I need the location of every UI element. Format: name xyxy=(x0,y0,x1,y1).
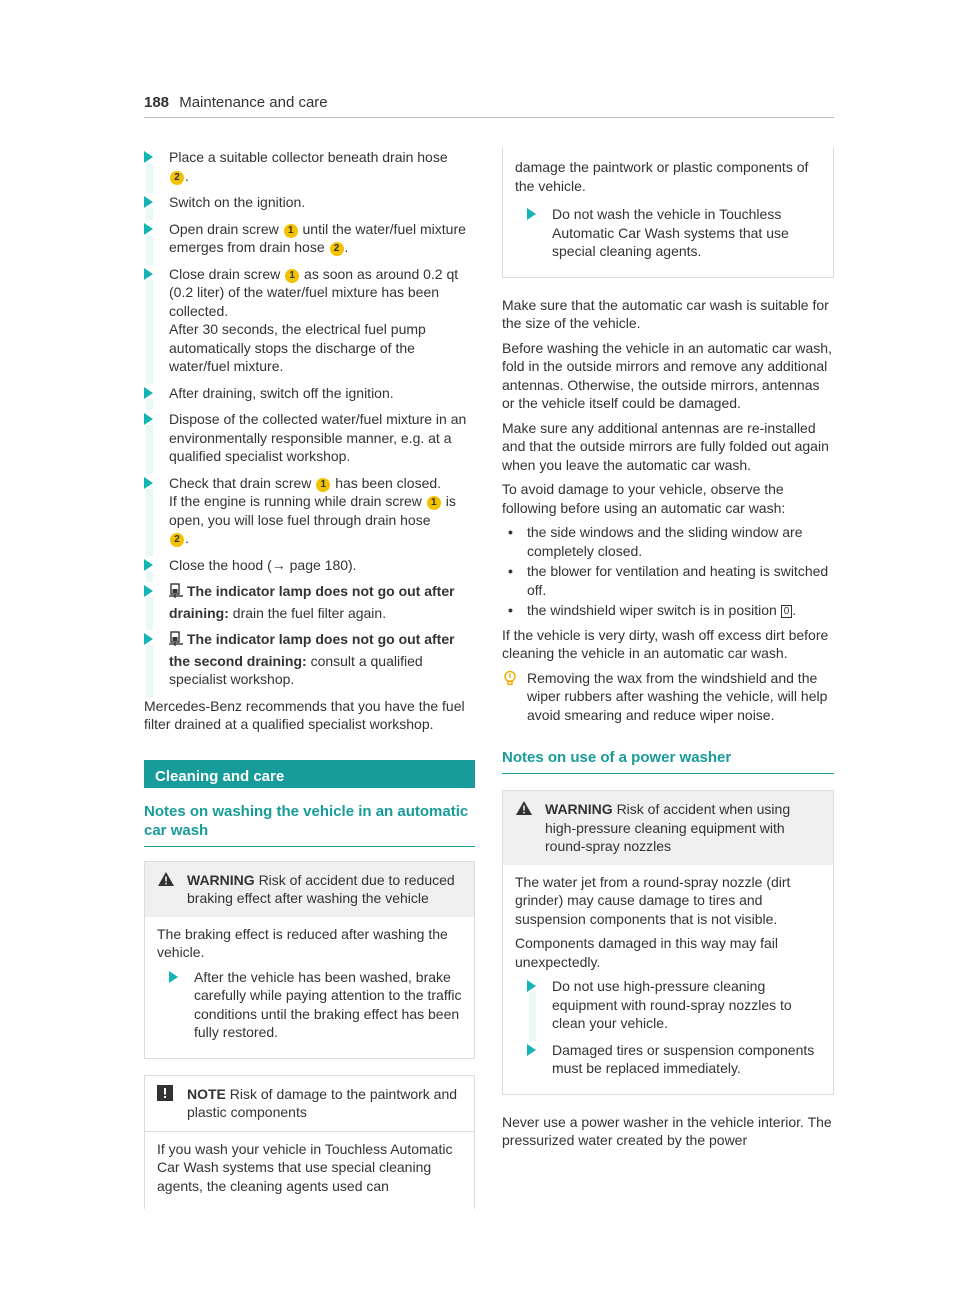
step-text-end: . xyxy=(185,530,189,546)
step-check-drain-screw xyxy=(144,474,475,548)
list-item-end: . xyxy=(792,602,797,618)
paragraph-interior: Never use a power washer in the vehicle interior. The pressurized water created by the power xyxy=(502,1113,832,1148)
warning-step xyxy=(527,1041,821,1078)
tip-wax xyxy=(502,669,834,725)
step-text: Close drain screw xyxy=(169,265,281,282)
step-arrow-icon xyxy=(527,208,536,220)
step-text: Place a suitable collector beneath drain hose xyxy=(169,149,448,165)
page-header xyxy=(144,94,834,118)
warning-title: Risk of accident due to reduced braking effect after washing the vehicle xyxy=(187,871,455,906)
note-box-continued xyxy=(502,148,834,278)
step-arrow-icon xyxy=(144,585,153,597)
callout-2-icon: 2 xyxy=(330,242,344,256)
step-text: Do not use high-pressure cleaning equipment with round-spray nozzles to clean your vehicle. xyxy=(552,978,792,1031)
step-text: has been closed. xyxy=(335,474,442,491)
list-item: • the side windows and the sliding window are completely closed. xyxy=(502,523,834,560)
list-item: • the blower for ventilation and heating is switched off. xyxy=(502,562,834,599)
page-number: 188 xyxy=(144,94,170,111)
precaution-list xyxy=(502,523,834,620)
step-open-drain-screw xyxy=(144,220,475,257)
paragraph-avoid-damage: To avoid damage to your vehicle, observe the following before using an automatic car wash: xyxy=(502,481,786,516)
recommend-paragraph: Mercedes-Benz recommends that you have the fuel filter drained at a qualified specialist workshop. xyxy=(144,697,465,732)
callout-1-icon: 1 xyxy=(284,224,298,238)
fuel-filter-water-icon xyxy=(169,631,183,652)
callout-1-icon: 1 xyxy=(316,478,330,492)
step-text: consult a qualified specialist workshop. xyxy=(169,652,423,687)
step-text: Open drain screw xyxy=(169,220,279,237)
callout-1-icon: 1 xyxy=(285,269,299,283)
step-arrow-icon xyxy=(144,633,153,645)
paragraph-reinstall: Make sure any additional antennas are re-installed and that the outside mirrors are fully folded out again when you leave the automatic car wash. xyxy=(502,419,829,473)
note-exclamation-icon xyxy=(157,1085,173,1106)
note-box-paintwork xyxy=(144,1075,475,1210)
callout-2-icon: 2 xyxy=(170,171,184,185)
right-column xyxy=(502,148,834,1156)
section-banner: Cleaning and care xyxy=(144,760,475,788)
warning-box-braking xyxy=(144,861,475,1059)
warning-body: Components damaged in this way may fail unexpectedly. xyxy=(515,935,779,970)
step-arrow-icon xyxy=(169,971,178,983)
paragraph-mirrors: Before washing the vehicle in an automatic car wash, fold in the outside mirrors and remove any additional antennas. Otherwise, the outside mirrors, antennas or the vehicle itself could be damaged. xyxy=(502,339,832,411)
warning-body: The water jet from a round-spray nozzle (dirt grinder) may cause damage to tires and suspension components that is not visible. xyxy=(515,873,791,927)
step-dispose-mixture xyxy=(144,410,475,466)
warning-label: WARNING xyxy=(187,871,255,888)
step-text: Close the hood (→ page 180). xyxy=(169,556,357,573)
step-condition: The indicator lamp does not go out after the second draining: xyxy=(169,631,455,669)
note-body: If you wash your vehicle in Touchless Automatic Car Wash systems that use special cleaning agents, the cleaning agents used can xyxy=(157,1140,453,1194)
tip-lightbulb-icon xyxy=(502,670,518,691)
step-text-end: . xyxy=(344,239,349,255)
step-text: drain the fuel filter again. xyxy=(232,604,387,621)
note-step xyxy=(527,205,821,261)
callout-2-icon: 2 xyxy=(170,533,184,547)
tip-text: Removing the wax from the windshield and the wiper rubbers after washing the vehicle, will help avoid smearing and reduce wiper noise. xyxy=(527,669,828,723)
fuel-filter-water-icon xyxy=(169,583,183,604)
list-item-text: the windshield wiper switch is in position xyxy=(527,602,777,618)
step-place-collector xyxy=(144,148,475,185)
step-arrow-icon xyxy=(527,1044,536,1056)
step-text: Check that drain screw xyxy=(169,474,312,491)
note-title: Risk of damage to the paintwork and plastic components xyxy=(187,1085,458,1120)
step-text: as soon as around 0.2 qt (0.2 liter) of the water/fuel mixture has been collected. xyxy=(169,265,459,319)
step-arrow-icon xyxy=(144,387,153,399)
step-text: After the vehicle has been washed, brake carefully while paying attention to the traffic conditions until the braking effect has been fully restored. xyxy=(194,968,462,1040)
list-item xyxy=(502,601,834,620)
step-lamp-after-draining xyxy=(144,582,475,622)
step-text: Switch on the ignition. xyxy=(169,194,306,210)
subheading-power-washer: Notes on use of a power washer xyxy=(502,748,834,774)
step-arrow-icon xyxy=(527,980,536,992)
step-arrow-icon xyxy=(144,151,153,163)
note-body-continued: damage the paintwork or plastic components of the vehicle. xyxy=(515,159,809,194)
step-text-end: . xyxy=(185,167,189,184)
step-text: Damaged tires or suspension components must be replaced immediately. xyxy=(552,1041,815,1076)
step-arrow-icon xyxy=(144,477,153,489)
step-text: until the water/fuel mixture emerges from drain hose xyxy=(169,220,466,255)
note-label: NOTE xyxy=(187,1085,226,1102)
warning-label: WARNING xyxy=(545,801,613,817)
warning-triangle-icon xyxy=(515,800,533,821)
warning-title: Risk of accident when using high-pressure cleaning equipment with round-spray nozzles xyxy=(545,801,791,854)
callout-1-icon: 1 xyxy=(427,496,441,510)
step-arrow-icon xyxy=(144,413,153,425)
wiper-position-symbol: 0 xyxy=(781,605,793,618)
warning-step xyxy=(527,977,821,1033)
subheading-car-wash: Notes on washing the vehicle in an automatic car wash xyxy=(144,802,475,847)
step-arrow-icon xyxy=(144,559,153,571)
step-close-hood xyxy=(144,556,475,575)
step-condition: The indicator lamp does not go out after draining: xyxy=(169,583,455,621)
page-title: Maintenance and care xyxy=(179,94,328,111)
step-text: is open, you will lose fuel through drain hose xyxy=(169,493,456,528)
step-text: Dispose of the collected water/fuel mixture in an environmentally responsible manner, e.g. at a qualified specialist workshop. xyxy=(169,411,467,464)
paragraph-dirty: If the vehicle is very dirty, wash off excess dirt before cleaning the vehicle in an automatic car wash. xyxy=(502,626,829,661)
warning-box-power-washer xyxy=(502,790,834,1095)
warning-triangle-icon xyxy=(157,871,175,892)
step-text: If the engine is running while drain screw xyxy=(169,493,422,509)
step-switch-ignition-off xyxy=(144,384,475,403)
step-lamp-after-second-draining xyxy=(144,630,475,689)
warning-body: The braking effect is reduced after washing the vehicle. xyxy=(157,925,448,960)
step-arrow-icon xyxy=(144,223,153,235)
step-text: After draining, switch off the ignition. xyxy=(169,384,394,401)
step-switch-ignition-on xyxy=(144,193,475,212)
step-text: Do not wash the vehicle in Touchless Automatic Car Wash systems that use special cleaning agents. xyxy=(552,206,789,259)
step-arrow-icon xyxy=(144,196,153,208)
warning-step xyxy=(169,968,462,1042)
step-close-drain-screw xyxy=(144,265,475,376)
step-arrow-icon xyxy=(144,268,153,280)
paragraph-size: Make sure that the automatic car wash is suitable for the size of the vehicle. xyxy=(502,296,829,331)
step-text: After 30 seconds, the electrical fuel pump automatically stops the discharge of the water/fuel mixture. xyxy=(169,321,426,374)
left-column xyxy=(144,148,475,1209)
